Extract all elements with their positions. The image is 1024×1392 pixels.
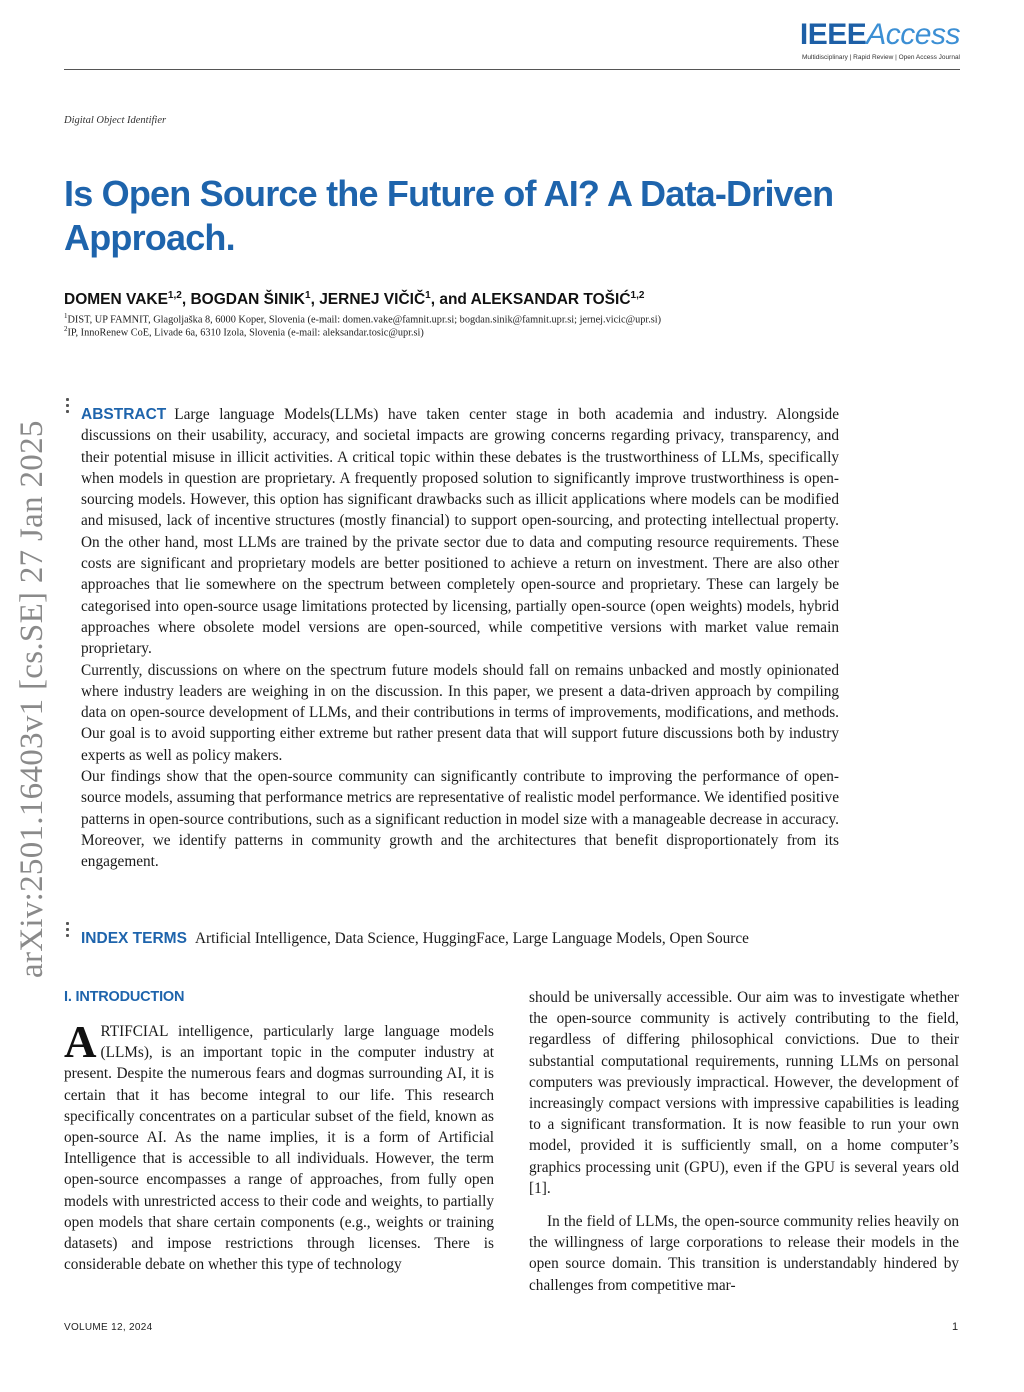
section-marker-dots — [66, 398, 70, 416]
journal-logo — [800, 18, 960, 61]
paper-title: Is Open Source the Future of AI? A Data-Driven Approach. — [64, 173, 834, 258]
intro-paragraph: should be universally accessible. Our aim was to investigate whether the open-source community is actively contributing to the field, regardless of differing philosophical convictions. Due to their substantial computational requirements, running LLMs on personal computers was previously impractical. However, the development of increasingly compact versions with impressive capabilities is leading to a significant transformation. It is now feasible to run your own model, provided it is sufficiently small, on a home computer’s graphics processing unit (GPU), even if the GPU is several years old [1]. — [529, 989, 959, 1197]
doi-label: Digital Object Identifier — [64, 115, 167, 126]
author-affiliation-mark: 1,2 — [630, 290, 645, 301]
author-affiliation-mark: 1 — [305, 290, 311, 301]
page-number: 1 — [952, 1321, 959, 1333]
affiliation-number: 1 — [64, 312, 68, 320]
section-marker-dots — [66, 922, 70, 940]
author-conjunction: and — [439, 291, 467, 309]
drop-cap: A — [64, 1017, 97, 1067]
affiliation-1 — [64, 312, 661, 325]
intro-text: RTIFCIAL intelligence, particularly large language models (LLMs), is an important topic in the computer industry at present. Despite the numerous fears and dogmas surrounding AI, it is certain that it has become integral to our life. This research specifically concentrates on a particular subset of the field, known as open-source AI. As the name implies, it is a form of Artificial Intelligence that is accessible to all individuals. However, the term open-source encompasses a range of approaches, from fully open models with unrestricted access to their code and weights, to partially open models that share certain components (e.g., weights or training datasets) and impose restrictions through licenses. There is considerable debate on whether this type of technology — [64, 1023, 494, 1274]
intro-paragraph: In the field of LLMs, the open-source community relies heavily on the willingness of large corporations to release their models in the open source domain. This transition is understandably hindered by challenges from competitive mar- — [529, 1213, 959, 1294]
index-terms — [81, 928, 851, 949]
index-terms-text: Artificial Intelligence, Data Science, HuggingFace, Large Language Models, Open Source — [194, 930, 749, 947]
footer-volume: VOLUME 12, 2024 — [64, 1322, 153, 1333]
abstract-label: ABSTRACT — [81, 406, 167, 423]
author-name: ALEKSANDAR TOŠIĆ — [470, 291, 631, 309]
intro-paragraph — [64, 1017, 494, 1275]
abstract — [81, 404, 839, 873]
author-list: DOMEN VAKE$^{1,2}$, BOGDAN ŠINIK$^1$, JERNEJ VIČIČ$^1$, and ALEKSANDAR TOŠIĆ$^{1,2}$ — [64, 290, 645, 309]
affiliation-text: DIST, UP FAMNIT, Glagoljaška 8, 6000 Koper, Slovenia (e-mail: domen.vake@famnit.upr.si; bogdan.sinik@famnit.upr.si; jernej.vicic@upr.si) — [67, 314, 662, 326]
journal-tagline: Multidisciplinary | Rapid Review | Open Access Journal — [802, 54, 960, 61]
body-column-left — [64, 1017, 494, 1275]
index-terms-label: INDEX TERMS — [81, 930, 187, 947]
author-name: JERNEJ VIČIČ — [319, 291, 426, 309]
arxiv-side-stamp: arXiv:2501.16403v1 [cs.SE] 27 Jan 2025 — [14, 420, 50, 978]
abstract-paragraph — [81, 404, 839, 660]
section-heading-introduction: I. INTRODUCTION — [64, 989, 185, 1005]
header-divider — [64, 69, 960, 70]
affiliation-number: 2 — [64, 325, 68, 333]
abstract-paragraph: Currently, discussions on where on the spectrum future models should fall on remains unbacked and mostly opinionated where industry leaders are weighing in on the discussion. In this paper, we present a data-driven approach by compiling data on open-source development of LLMs, and their contributions in terms of improvements, modifications, and methods. Our goal is to avoid supporting either extreme but rather present data that will support future discussions both by industry experts as well as policy makers. — [81, 661, 839, 764]
logo-access-text: Access — [866, 18, 960, 51]
author-affiliation-mark: 1 — [425, 290, 431, 301]
author-name: BOGDAN ŠINIK — [190, 291, 305, 309]
logo-ieee-text: IEEE — [799, 18, 867, 51]
author-affiliation-mark: 1,2 — [167, 290, 182, 301]
abstract-paragraph: Our findings show that the open-source community can significantly contribute to improving the performance of open-source models, assuming that performance metrics are representative of realistic model performance. We identified positive patterns in open-source contributions, such as a significant reduction in model size with a manageable decrease in accuracy. Moreover, we identify patterns in community growth and the architectures that benefit disproportionately from its engagement. — [81, 768, 839, 871]
affiliation-2 — [64, 325, 424, 338]
author-name: DOMEN VAKE — [64, 291, 168, 309]
abstract-text: Large language Models(LLMs) have taken center stage in both academia and industry. Alongside discussions on their usability, accuracy, and societal impacts are growing concerns regarding privacy, transparency, and their potential misuse in illicit activities. A critical topic within these debates is the trustworthiness of LLMs, specifically when models in question are proprietary. A frequently proposed solution to significantly improve trustworthiness is open-sourcing models. However, this option has significant drawbacks such as illicit applications where models can be modified and misused, lack of incentive structures (mostly financial) to support open-sourcing, and protecting intellectual property. On the other hand, most LLMs are trained by the private sector due to data and computing resource requirements. These costs are significant and proprietary models are better positioned to achieve a return on investment. There are also other approaches that lie somewhere on the spectrum between completely open-source and proprietary. These can largely be categorised into open-source usage limitations protected by licensing, partially open-source (open weights) models, hybrid approaches where obsolete model versions are open-sourced, while competitive versions with market value remain proprietary. — [81, 406, 839, 658]
affiliation-text: IP, InnoRenew CoE, Livade 6a, 6310 Izola, Slovenia (e-mail: aleksandar.tosic@upr.si) — [67, 327, 424, 339]
body-column-right — [529, 987, 959, 1296]
